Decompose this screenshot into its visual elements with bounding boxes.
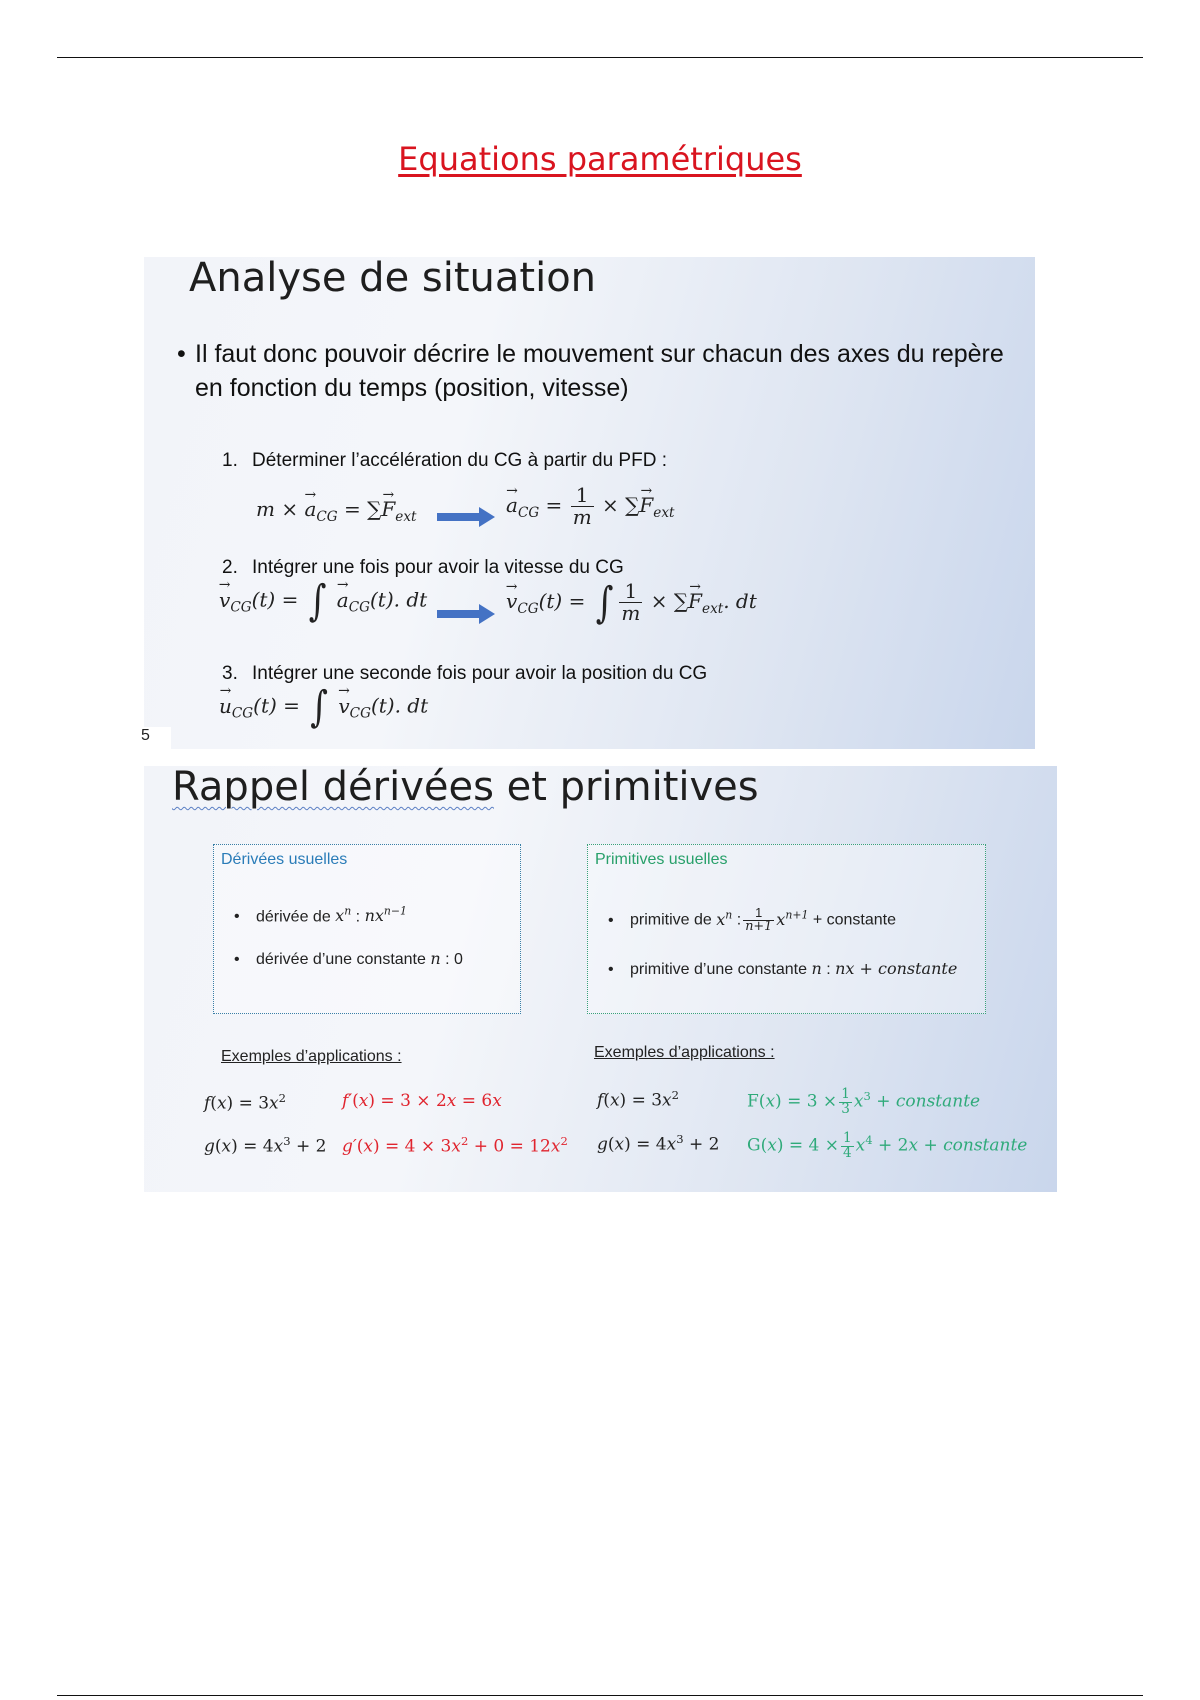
slide-heading	[172, 764, 759, 810]
bullet-dot: •	[177, 340, 186, 368]
acceleration-equation: → $a_{CG}$ = $\frac{1}{m}$ × ∑→ $F_{ext}$	[506, 485, 674, 528]
primitive-rule-constant: • primitive d’une constante n : nx + constante	[608, 959, 958, 978]
example-f-right: $f(x) = 3x^2$	[597, 1088, 679, 1111]
example-g: $g(x) = 4x^3 + 2$	[204, 1134, 327, 1157]
slide-rappel-derivees-primitives	[144, 766, 1057, 1192]
step-text: Intégrer une fois pour avoir la vitesse du CG	[252, 557, 624, 578]
bottom-rule	[57, 1695, 1143, 1696]
rule-label: dérivée d’une constante	[256, 951, 431, 968]
rule-label: dérivée de	[256, 908, 336, 926]
box-title: Primitives usuelles	[595, 851, 728, 868]
primitive-rule-power: • primitive de $x^n$ : $\frac{1}{n+1}$ $x^{n+1}$ + constante	[608, 905, 896, 934]
example-f-derivative: f′(x) = 3 × 2x = 6x	[342, 1091, 502, 1111]
box-primitives-usuelles	[587, 844, 986, 1014]
example-g-right: $g(x) = 4x^3 + 2$	[597, 1132, 720, 1155]
derivative-rule-constant: • dérivée d’une constante n : 0	[234, 949, 463, 968]
velocity-equation: → $v_{CG}(t)$ = ∫ $\frac{1}{m}$ × ∑→ $F_{ext}$. dt	[506, 581, 757, 624]
step-2	[222, 557, 624, 579]
slide-analyse-situation	[144, 257, 1035, 749]
main-bullet	[177, 337, 1027, 405]
heading-part1: Rappel dérivées	[172, 764, 494, 810]
step-1	[222, 450, 667, 472]
right-arrow-icon	[437, 604, 495, 624]
page-edge-mark	[141, 727, 171, 749]
step-number: 3.	[222, 663, 238, 684]
rule-label: primitive de	[630, 911, 717, 929]
page-title: Equations paramétriques	[398, 140, 802, 178]
box-derivees-usuelles	[213, 844, 521, 1014]
pfd-equation: m × → $a_{CG}$ = ∑→ $F_{ext}$	[256, 497, 416, 525]
example-f: $f(x) = 3x^2$	[204, 1091, 286, 1114]
step-text: Déterminer l’accélération du CG à partir du PFD :	[252, 450, 667, 471]
top-rule	[57, 57, 1143, 58]
step-text: Intégrer une seconde fois pour avoir la position du CG	[252, 663, 708, 684]
heading-part2: et primitives	[493, 764, 759, 810]
rule-label: primitive d’une constante	[630, 961, 812, 978]
example-f-primitive: F(x) = 3 × $\frac{1}{3}$ $x^3$ + constante	[747, 1086, 981, 1117]
step-3	[222, 663, 707, 685]
rule-suffix: + constante	[808, 911, 896, 929]
velocity-integral-equation: → $v_{CG}(t)$ = ∫ → $a_{CG}(t)$. dt	[219, 581, 427, 621]
edge-char: 5	[141, 727, 150, 744]
bullet-text: Il faut donc pouvoir décrire le mouvement sur chacun des axes du repère en fonction du temps (position, vitesse)	[195, 340, 1004, 402]
example-g-derivative: $g'(x) = 4 \times 3x^2 + 0 = 12x^2$	[342, 1134, 568, 1157]
derivative-rule-power: • dérivée de $x^n$ : $nx^{n-1}$	[234, 905, 407, 926]
step-number: 2.	[222, 557, 238, 578]
examples-title-primitives: Exemples d’applications :	[594, 1044, 775, 1061]
position-integral-equation: → $u_{CG}(t)$ = ∫ → $v_{CG}(t)$. dt	[219, 687, 428, 727]
example-g-primitive: G(x) = 4 × $\frac{1}{4}$ $x^4 + 2x$ + constante	[747, 1130, 1028, 1161]
slide-heading: Analyse de situation	[189, 255, 597, 301]
box-title: Dérivées usuelles	[221, 851, 348, 868]
examples-title-derivatives: Exemples d’applications :	[221, 1048, 402, 1065]
right-arrow-icon	[437, 507, 495, 527]
step-number: 1.	[222, 450, 238, 471]
